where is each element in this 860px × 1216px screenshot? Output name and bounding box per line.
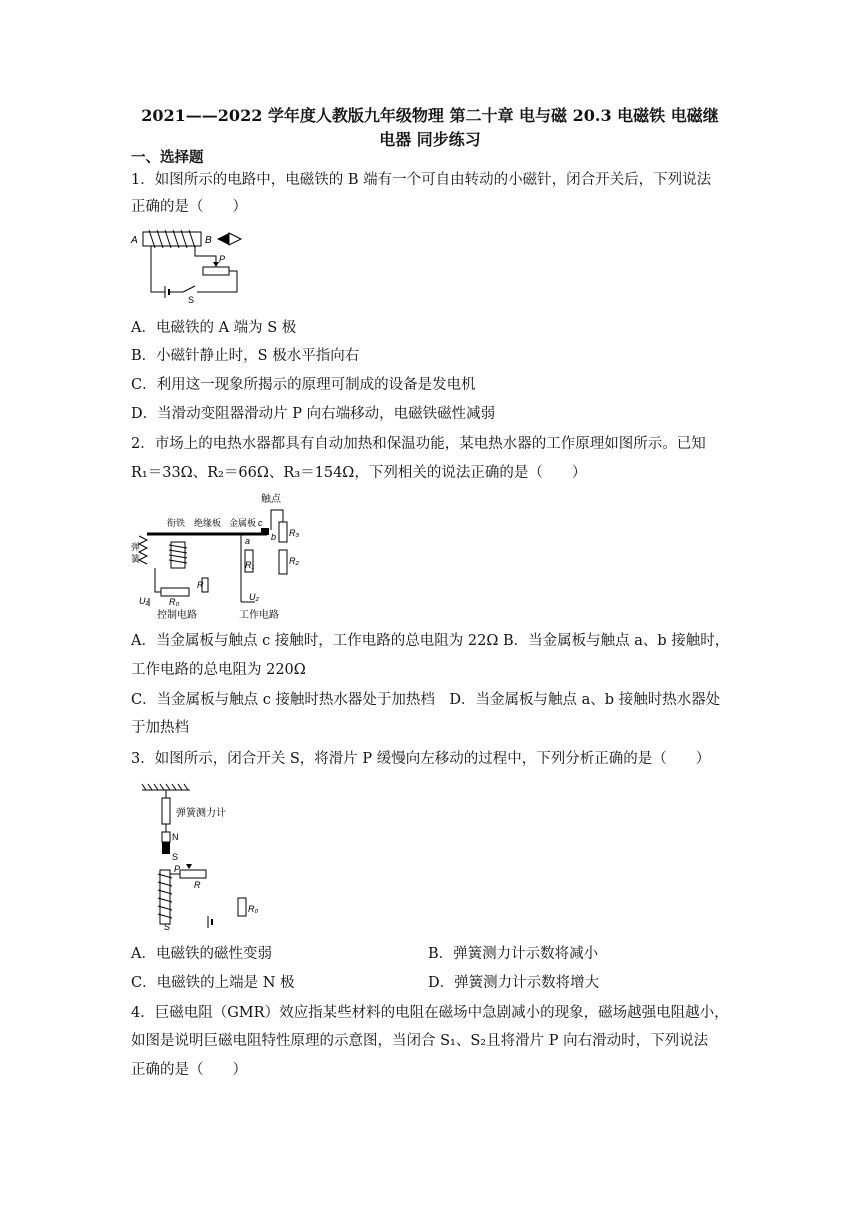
q2-circuit-figure	[131, 492, 311, 622]
q2-label-u1: U₁	[139, 596, 149, 606]
q3-option-d: D．弹簧测力计示数将增大	[428, 975, 600, 991]
q2-stem-line-2: R₁＝33Ω、R₂＝66Ω、R₃＝154Ω，下列相关的说法正确的是（ ）	[131, 465, 587, 481]
q2-option-line-4: 于加热档	[131, 720, 189, 736]
q2-label-c: c	[258, 518, 263, 528]
title-line-2: 电器 同步练习	[379, 130, 481, 149]
q2-label-armature: 衔铁	[167, 518, 186, 528]
q3-label-r0: R₀	[248, 904, 259, 914]
q3-option-a: A．电磁铁的磁性变弱	[131, 946, 272, 962]
q2-label-r0: R₀	[169, 597, 180, 607]
q3-option-c: C．电磁铁的上端是 N 极	[131, 975, 295, 991]
q2-resistor-r0	[161, 588, 189, 596]
q2-label-r1: R₁	[245, 560, 255, 570]
q1-option-d: D．当滑动变阻器滑动片 P 向右端移动，电磁铁磁性减弱	[131, 406, 496, 422]
q3-circuit-figure	[140, 782, 270, 932]
q1-label-p: P	[219, 254, 226, 264]
q3-magnet-n	[162, 832, 170, 842]
q1-wire-left	[151, 246, 165, 292]
q2-resistor-r2	[279, 550, 287, 574]
q2-label-r2: R₂	[289, 556, 299, 566]
q1-circuit-figure	[131, 226, 251, 304]
q2-resistor-r3	[279, 522, 287, 542]
q1-switch-label: S	[188, 295, 195, 305]
q1-switch-blade	[183, 286, 195, 292]
q1-rheostat	[203, 267, 229, 275]
q3-resistor-r0	[238, 898, 246, 916]
q3-label-p: P	[174, 864, 181, 874]
q3-option-b: B．弹簧测力计示数将减小	[428, 946, 599, 962]
q2-label-work: 工作电路	[239, 610, 279, 621]
q2-option-line-3: C．当金属板与触点 c 接触时热水器处于加热档 D．当金属板与触点 a、b 接触时热水器处	[131, 692, 721, 708]
q3-slider-arrow	[186, 864, 192, 869]
q2-label-b: b	[271, 532, 277, 542]
q1-label-b: B	[205, 235, 212, 246]
q2-label-insulator: 绝缘板	[194, 518, 222, 528]
q3-label-switch: S	[164, 922, 171, 932]
q2-label-metal: 金属板	[229, 518, 257, 528]
q4-line-3: 正确的是（ ）	[131, 1062, 247, 1078]
q2-contact-c	[261, 528, 269, 535]
q3-spring-scale	[162, 798, 170, 824]
q1-label-a: A	[131, 235, 138, 246]
q2-label-spring-1: 弹	[131, 542, 141, 552]
q3-label-r: R	[194, 880, 201, 890]
q3-label-s: S	[172, 852, 179, 862]
q1-option-c: C．利用这一现象所揭示的原理可制成的设备是发电机	[131, 377, 476, 393]
q2-option-line-1: A．当金属板与触点 c 接触时，工作电路的总电阻为 22Ω B．当金属板与触点 a、b 接触时，	[131, 633, 730, 649]
q3-label-meter: 弹簧测力计	[176, 808, 226, 819]
q2-label-spring-2: 簧	[131, 554, 141, 564]
q1-option-a: A．电磁铁的 A 端为 S 极	[131, 320, 297, 336]
q2-stem-line-1: 2．市场上的电热水器都具有自动加热和保温功能，某电热水器的工作原理如图所示。已知	[131, 436, 706, 452]
q2-label-a: a	[245, 536, 251, 546]
q3-label-n: N	[172, 832, 179, 842]
q2-label-r: R	[197, 580, 204, 590]
title-line-1: 2021——2022 学年度人教版九年级物理 第二十章 电与磁 20.3 电磁铁 电磁继	[141, 106, 719, 125]
q2-label-control: 控制电路	[157, 610, 197, 621]
q3-stem: 3．如图所示，闭合开关 S，将滑片 P 缓慢向左移动的过程中，下列分析正确的是（ ）	[131, 751, 711, 767]
q4-line-2: 如图是说明巨磁电阻特性原理的示意图，当闭合 S₁、S₂且将滑片 P 向右滑动时，下列说法	[131, 1033, 709, 1049]
q1-stem-line-2: 正确的是（ ）	[131, 199, 247, 215]
section-heading: 一、选择题	[131, 149, 204, 166]
q3-ceiling-hatch	[142, 784, 188, 790]
q1-compass-needle-dark	[217, 233, 229, 245]
q1-stem-line-1: 1．如图所示的电路中，电磁铁的 B 端有一个可自由转动的小磁针，闭合开关后，下列说法	[131, 172, 712, 188]
q1-compass-needle-light	[229, 233, 241, 245]
q1-option-b: B．小磁针静止时，S 极水平指向右	[131, 348, 360, 364]
q2-label-u2: U₂	[249, 592, 259, 602]
q4-line-1: 4．巨磁电阻（GMR）效应指某些材料的电阻在磁场中急剧减小的现象，磁场越强电阻越小，	[131, 1005, 729, 1021]
q2-spring	[139, 536, 147, 564]
q1-wire-top	[195, 246, 216, 265]
q2-option-line-2: 工作电路的总电阻为 220Ω	[131, 662, 306, 678]
q2-label-r3: R₃	[289, 528, 300, 538]
q2-control-wires	[155, 568, 161, 592]
q2-label-contact: 触点	[261, 494, 281, 505]
document-title	[120, 104, 740, 152]
q3-rheostat	[180, 870, 206, 878]
q3-magnet-s	[162, 842, 170, 854]
